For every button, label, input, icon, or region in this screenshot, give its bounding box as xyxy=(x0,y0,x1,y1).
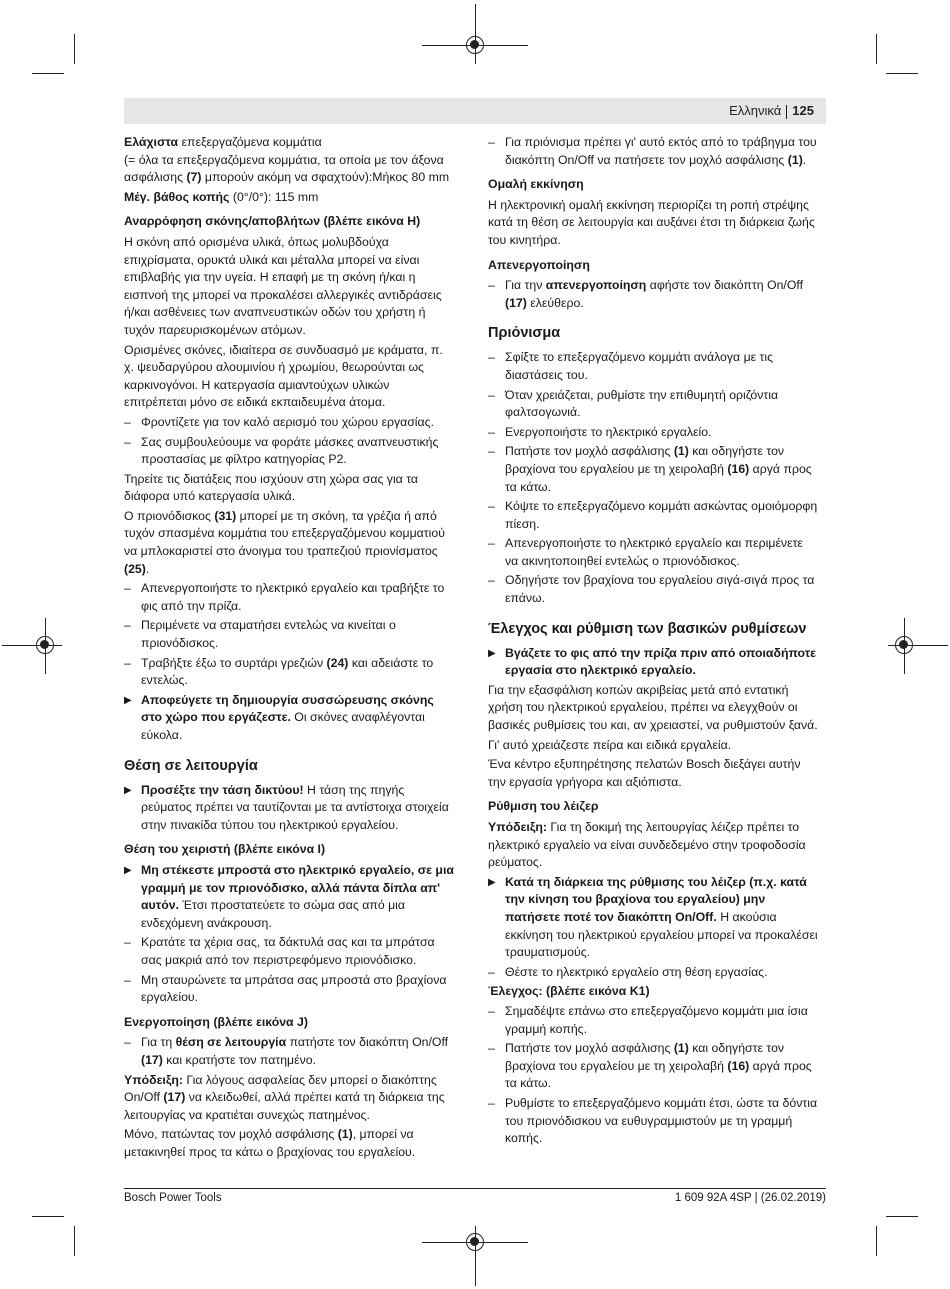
ref: (31) xyxy=(214,508,237,523)
list-item: – Σφίξτε το επεξεργαζόμενο κομμάτι ανάλογα με τις διαστάσεις του. xyxy=(488,349,818,384)
paragraph: Γι' αυτό χρειάζεστε πείρα και ειδικά εργαλεία. xyxy=(488,737,732,752)
paragraph: Τηρείτε τις διατάξεις που ισχύουν στη χώρα σας για τα διάφορα υπό κατεργασία υλικά. xyxy=(124,471,418,504)
dust-title: Αναρρόφηση σκόνης/αποβλήτων (βλέπε εικόνα H) xyxy=(124,214,421,229)
page-header xyxy=(124,98,826,124)
registration-mark-icon xyxy=(36,636,54,654)
list-item: – Κόψτε το επεξεργαζόμενο κομμάτι ασκώντας ομοιόμορφη πίεση. xyxy=(488,498,818,533)
warning-bold: Προσέξτε την τάση δικτύου! xyxy=(141,782,304,797)
warning-text: Η τάση της πηγής ρεύματος πρέπει να ταυτίζονται με τα αντίστοιχα στοιχεία στην πινακίδα τύπου του ηλεκτρικού εργαλείου. xyxy=(141,782,449,832)
operator-position-title: Θέση του χειριστή (βλέπε εικόνα I) xyxy=(124,842,326,857)
paragraph: Ένα κέντρο εξυπηρέτησης πελατών Bosch διεξάγει αυτήν την εργασία γρήγορα και αξιόπιστα. xyxy=(488,757,801,789)
warning-bold: Βγάζετε το φις από την πρίζα πριν από οποιαδήποτε εργασία στο ηλεκτρικό εργαλείο. xyxy=(505,645,817,678)
min-workpieces xyxy=(124,134,454,187)
list-item xyxy=(488,443,818,496)
ref: (17) xyxy=(141,1052,163,1067)
ref: (17) xyxy=(163,1090,186,1105)
laser-title: Ρύθμιση του λέιζερ xyxy=(488,799,599,814)
text: Πατήστε τον μοχλό ασφάλισης xyxy=(505,444,674,459)
text: μπορεί με τη σκόνη, τα γρέζια ή από τυχόν σπασμένα κομμάτια του επεξεργαζόμενου κομματιού να μπλοκαριστεί στο άνοιγμα του τραπεζιού πριονίσματος xyxy=(124,508,445,559)
list-item xyxy=(488,134,818,169)
paragraph xyxy=(124,508,454,578)
soft-start-title: Ομαλή εκκίνηση xyxy=(488,177,584,192)
bold: απενεργοποίηση xyxy=(545,278,647,293)
warning-bold: Αποφεύγετε τη δημιουργία συσσώρευσης σκόνης στο χώρο που εργάζεστε. xyxy=(141,692,434,725)
text: και αδειάστε το εντελώς. xyxy=(141,655,434,688)
crop-mark xyxy=(886,1216,918,1217)
footer-brand: Bosch Power Tools xyxy=(124,1192,222,1204)
max-depth xyxy=(124,189,454,207)
crop-mark xyxy=(74,1226,75,1256)
paragraph: Η σκόνη από ορισμένα υλικά, όπως μολυβδούχα επιχρίσματα, ορυκτά υλικά και μέταλλα μπορεί να είναι επιβλαβής για την υγεία. Η επαφή με τη σκόνη ή/και η εισπνοή της μπορεί να προκαλέσει αλλεργικές αντιδράσεις ή/και ασθένειες των αναπνευστικών οδών του χρήστη ή τυχόν παρευρισκομένων ατόμων. xyxy=(124,234,442,337)
text: Για την xyxy=(505,278,546,293)
paragraph: Για την εξασφάλιση κοπών ακριβείας μετά από εντατική χρήση του ηλεκτρικού εργαλείου, πρέπει να ελεγχθούν οι βασικές ρυθμίσεις του και, αν χρειαστεί, να ρυθμιστούν ξανά. xyxy=(488,682,818,733)
ref: (7) xyxy=(186,170,202,185)
bold: θέση σε λειτουργία xyxy=(175,1035,287,1050)
list-item: – Φροντίζετε για τον καλό αερισμό του χώρου εργασίας. xyxy=(124,414,454,432)
list-item xyxy=(124,1034,454,1069)
paragraph: Η ηλεκτρονική ομαλή εκκίνηση περιορίζει τη ροπή στρέψης κατά τη θέση σε λειτουργία και αυξάνει έτσι τη διάρκεια ζωής του κινητήρα. xyxy=(488,197,815,247)
text: αφήστε τον διακόπτη On/Off xyxy=(646,278,804,293)
k1-title xyxy=(488,983,818,1001)
header-text xyxy=(729,103,814,119)
crop-mark xyxy=(876,1226,877,1256)
note xyxy=(124,1072,454,1125)
crop-mark xyxy=(74,34,75,64)
warning-text: Η ακούσια εκκίνηση του ηλεκτρικού εργαλείου μπορεί να προκαλέσει τραυματισμούς. xyxy=(505,909,818,960)
min-line3: μπορούν ακόμη να σφαχτούν):Μήκος 80 mm xyxy=(201,170,450,185)
header-separator xyxy=(786,105,787,119)
note-label: Υπόδειξη: xyxy=(488,820,547,834)
min-text: επεξεργαζόμενα κομμάτια xyxy=(178,135,322,149)
ref: (1) xyxy=(673,1041,689,1056)
footer-divider xyxy=(124,1188,826,1189)
text: Μόνο, πατώντας τον μοχλό ασφάλισης xyxy=(124,1127,338,1142)
ref: (1) xyxy=(673,444,689,459)
text: αργά προς τα κάτω. xyxy=(505,461,812,494)
section-title-sawing: Πριόνισμα xyxy=(488,325,561,342)
left-column xyxy=(124,134,454,1163)
ref: (17) xyxy=(505,295,527,310)
text: Ο πριονόδισκος xyxy=(124,508,215,523)
warning-bold: Μη στέκεστε μπροστά στο ηλεκτρικό εργαλείο, σε μια γραμμή με τον πριονόδισκο, αλλά πάντα δίπλα απ' αυτόν. xyxy=(141,862,454,913)
list-item: – Σας συμβουλεύουμε να φοράτε μάσκες αναπνευστικής προστασίας με φίλτρο κατηγορίας P2. xyxy=(124,434,454,469)
depth-text: (0°/0°): 115 mm xyxy=(229,189,319,204)
crop-mark xyxy=(32,1216,64,1217)
warning-item xyxy=(124,782,454,835)
text: και κρατήστε τον πατημένο. xyxy=(162,1052,317,1067)
list-item: – Απενεργοποιήστε το ηλεκτρικό εργαλείο και περιμένετε να ακινητοποιηθεί εντελώς ο πριονόδισκος. xyxy=(488,535,818,570)
right-column xyxy=(488,134,818,1150)
ref: (24) xyxy=(326,655,349,670)
text: Για πριόνισμα πρέπει γι' αυτό εκτός από το τράβηγμα του διακόπτη On/Off να πατήσετε τον μοχλό ασφάλισης xyxy=(505,135,817,167)
warning-item xyxy=(124,862,454,932)
text: και οδηγήστε τον βραχίονα του εργαλείου με τη χειρολαβή xyxy=(505,444,785,476)
ref: (1) xyxy=(337,1127,353,1142)
warning-item xyxy=(124,692,454,745)
switch-on-title: Ενεργοποίηση (βλέπε εικόνα J) xyxy=(124,1014,308,1029)
section-title-check: Έλεγχος και ρύθμιση των βασικών ρυθμίσεων xyxy=(488,620,807,637)
text: να κλειδωθεί, αλλά πρέπει κατά τη διάρκεια της λειτουργίας να κρατιέται συνεχώς πατημένος. xyxy=(124,1090,445,1122)
list-item xyxy=(488,1040,818,1093)
switch-off-title: Απενεργοποίηση xyxy=(488,257,590,272)
crop-mark xyxy=(876,34,877,64)
list-item: – Οδηγήστε τον βραχίονα του εργαλείου σιγά-σιγά προς τα επάνω. xyxy=(488,572,818,607)
text: και οδηγήστε τον βραχίονα του εργαλείου με τη χειρολαβή xyxy=(505,1041,785,1073)
ref: (1) xyxy=(787,152,803,167)
min-label: Ελάχιστα xyxy=(124,135,179,149)
text: Πατήστε τον μοχλό ασφάλισης xyxy=(505,1041,674,1056)
registration-mark-icon xyxy=(895,636,913,654)
text: . xyxy=(802,152,807,167)
registration-mark-icon xyxy=(466,36,484,54)
crop-mark xyxy=(32,73,64,74)
list-item: – Ρυθμίστε το επεξεργαζόμενο κομμάτι έτσι, ώστε τα δόντια του πριονόδισκου να ευθυγραμμιστούν με τη γραμμή κοπής. xyxy=(488,1095,818,1148)
warning-item xyxy=(488,645,818,680)
text: πατήστε τον διακόπτη On/Off xyxy=(286,1035,449,1050)
warning-item xyxy=(488,874,818,962)
list-item: – Κρατάτε τα χέρια σας, τα δάκτυλά σας και τα μπράτσα σας μακριά από τον περιστρεφόμενο πριονόδισκο. xyxy=(124,934,454,969)
paragraph: Ορισμένες σκόνες, ιδιαίτερα σε συνδυασμό με κράματα, π. χ. ψευδαργύρου αλουμινίου ή χρωμίου, θεωρούνται ως καρκινογόνοι. Η κατεργασία αμιαντούχων υλικών επιτρέπεται μόνο σε ειδικά εκπαιδευμένα άτομα. xyxy=(124,342,443,410)
list-item: – Ενεργοποιήστε το ηλεκτρικό εργαλείο. xyxy=(488,424,818,442)
list-item xyxy=(488,277,818,312)
text: Για τη xyxy=(141,1035,176,1050)
ref: (25) xyxy=(124,561,146,576)
registration-line xyxy=(475,4,476,64)
text: αργά προς τα κάτω. xyxy=(505,1058,812,1091)
ref: (16) xyxy=(727,1058,750,1073)
warning-text: Οι σκόνες αναφλέγονται εύκολα. xyxy=(141,710,425,742)
note-label: Υπόδειξη: xyxy=(124,1072,183,1087)
text: Τραβήξτε έξω το συρτάρι γρεζιών xyxy=(141,655,327,670)
k1-title-text: Έλεγχος: (βλέπε εικόνα K1) xyxy=(488,984,650,999)
list-item xyxy=(124,655,454,690)
list-item: – Μη σταυρώνετε τα μπράτσα σας μπροστά στο βραχίονα εργαλείου. xyxy=(124,972,454,1007)
list-item: – Περιμένετε να σταματήσει εντελώς να κινείται ο πριονόδισκος. xyxy=(124,617,454,652)
footer-doc-id: 1 609 92A 4SP | (26.02.2019) xyxy=(674,1192,826,1204)
list-item: – Όταν χρειάζεται, ρυθμίστε την επιθυμητή οριζόντια φαλτσογωνιά. xyxy=(488,387,818,422)
paragraph xyxy=(124,1126,454,1161)
min-line2: (= όλα τα επεξεργαζόμενα κομμάτια, τα οποία με τον άξονα ασφάλισης xyxy=(124,152,444,185)
list-item: – Σημαδέψτε επάνω στο επεξεργαζόμενο κομμάτι μια ίσια γραμμή κοπής. xyxy=(488,1003,818,1038)
text: Για λόγους ασφαλείας δεν μπορεί ο διακόπτης On/Off xyxy=(124,1072,437,1105)
text: . xyxy=(145,561,150,576)
crop-mark xyxy=(886,73,918,74)
text: ελεύθερο. xyxy=(526,295,584,310)
warning-text: Έτσι προστατεύετε το σώμα σας από μια ενδεχόμενη ανάκρουση. xyxy=(141,898,406,930)
ref: (16) xyxy=(727,461,750,476)
warning-bold: Κατά τη διάρκεια της ρύθμισης του λέιζερ (π.χ. κατά την κίνηση του βραχίονα του εργαλείου) μην πατήσετε ποτέ τον διακόπτη On/Off. xyxy=(505,874,807,924)
page-number: 125 xyxy=(792,103,814,118)
text: Για τη δοκιμή της λειτουργίας λέιζερ πρέπει το ηλεκτρικό εργαλείο να είναι συνδεδεμένο στην τροφοδοσία ρεύματος. xyxy=(488,820,806,870)
note xyxy=(488,819,818,872)
registration-mark-icon xyxy=(466,1233,484,1251)
text: , μπορεί να μετακινηθεί προς τα κάτω ο βραχίονας του εργαλείου. xyxy=(124,1127,416,1159)
depth-label: Μέγ. βάθος κοπής xyxy=(124,189,230,204)
header-language: Ελληνικά xyxy=(729,103,782,118)
list-item: – Απενεργοποιήστε το ηλεκτρικό εργαλείο και τραβήξτε το φις από την πρίζα. xyxy=(124,580,454,615)
section-title-operation: Θέση σε λειτουργία xyxy=(124,757,258,774)
list-item: – Θέστε το ηλεκτρικό εργαλείο στη θέση εργασίας. xyxy=(488,964,818,982)
